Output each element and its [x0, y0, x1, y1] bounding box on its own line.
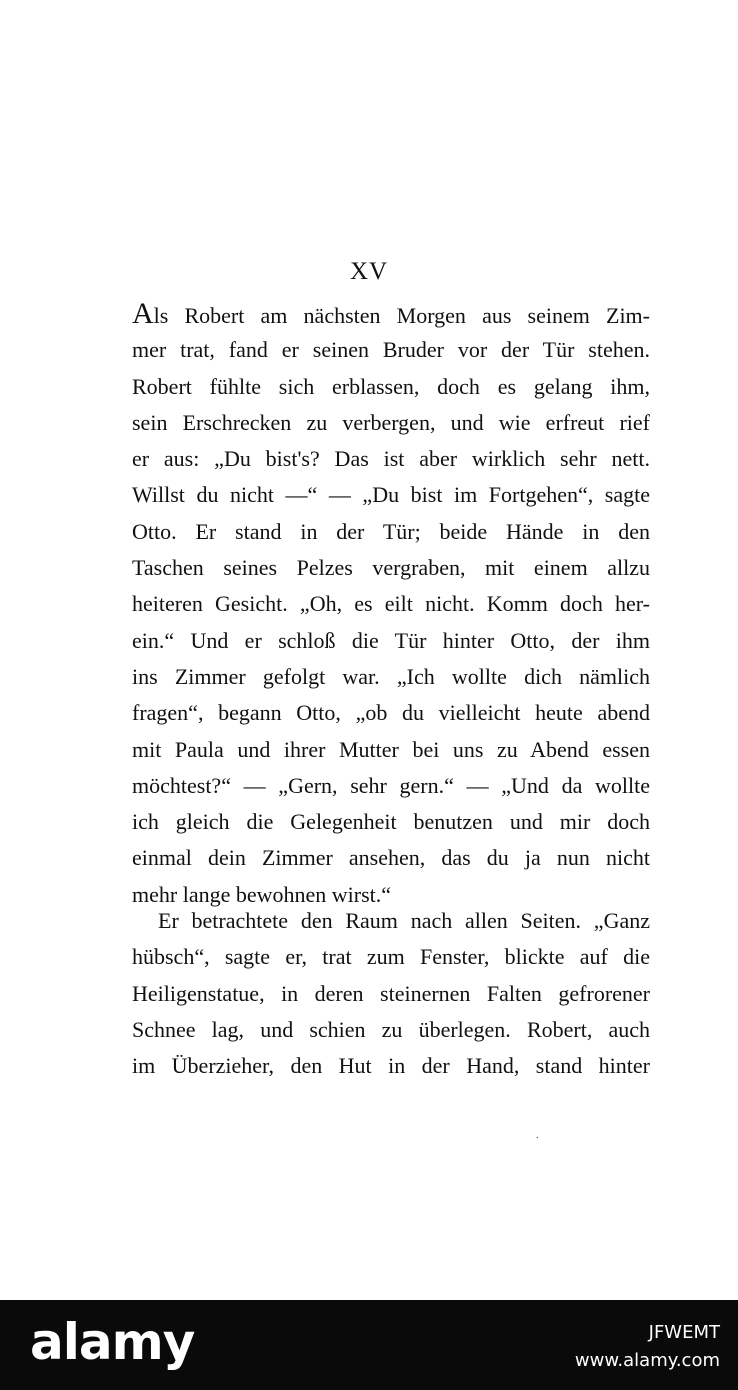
- text-line: heiteren Gesicht. „Oh, es eilt nicht. Komm doch her-: [132, 591, 650, 617]
- text-line: Taschen seines Pelzes vergraben, mit einem allzu: [132, 555, 650, 581]
- text-line: mer trat, fand er seinen Bruder vor der Tür stehen.: [132, 337, 650, 363]
- alamy-logo: alamy: [30, 1313, 195, 1371]
- print-speck: ⸱: [536, 1133, 539, 1144]
- text-line: hübsch“, sagte er, trat zum Fenster, blickte auf die: [132, 944, 650, 970]
- text-line: Otto. Er stand in der Tür; beide Hände in den: [132, 518, 650, 544]
- text-line: ich gleich die Gelegenheit benutzen und mir doch: [132, 809, 650, 835]
- text-line: sein Erschrecken zu verbergen, und wie erfreut rief: [132, 409, 650, 435]
- image-id: JFWEMT: [648, 1322, 720, 1343]
- paragraph-2: [132, 903, 650, 1084]
- text-line: Er betrachtete den Raum nach allen Seiten. „Ganz: [158, 908, 650, 933]
- text-line: fragen“, begann Otto, „ob du vielleicht heute abend: [132, 700, 650, 726]
- text-line: möchtest?“ — „Gern, sehr gern.“ — „Und da wollte: [132, 772, 650, 798]
- text-line: er aus: „Du bist's? Das ist aber wirklich sehr nett.: [132, 446, 650, 472]
- text-line: einmal dein Zimmer ansehen, das du ja nun nicht: [132, 845, 650, 871]
- drop-cap: A: [132, 297, 154, 330]
- text-line: Heiligenstatue, in deren steinernen Falten gefrorener: [132, 980, 650, 1006]
- site-url: www.alamy.com: [574, 1350, 720, 1371]
- text-line: mehr lange bewohnen wirst.“: [132, 881, 392, 907]
- paragraph-1: [132, 296, 650, 913]
- chapter-heading: XV: [349, 258, 389, 285]
- text-line: Willst du nicht —“ — „Du bist im Fortgehen“, sagte: [132, 482, 650, 508]
- text-line: [132, 296, 650, 332]
- text-line-content: ls Robert am nächsten Morgen aus seinem Zim-: [153, 303, 650, 328]
- text-line: im Überzieher, den Hut in der Hand, stand hinter: [132, 1053, 650, 1079]
- text-line: mit Paula und ihrer Mutter bei uns zu Abend essen: [132, 736, 650, 762]
- text-line: Schnee lag, und schien zu überlegen. Robert, auch: [132, 1016, 650, 1042]
- text-line: ein.“ Und er schloß die Tür hinter Otto, der ihm: [132, 627, 650, 653]
- watermark-banner: [0, 1300, 738, 1390]
- text-line: ins Zimmer gefolgt war. „Ich wollte dich nämlich: [132, 663, 650, 689]
- text-line: Robert fühlte sich erblassen, doch es gelang ihm,: [132, 373, 650, 399]
